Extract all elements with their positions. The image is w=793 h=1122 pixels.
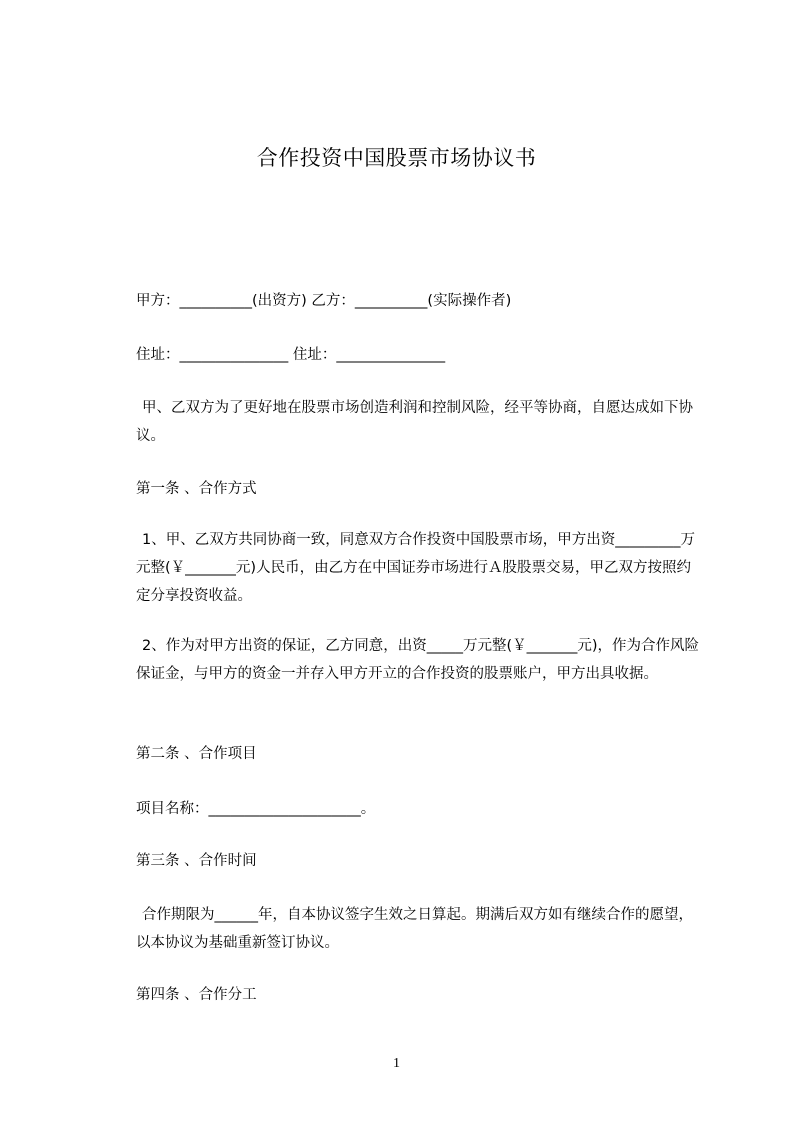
document-title: 合作投资中国股票市场协议书 xyxy=(256,146,537,170)
article-1-clause-1: 1、甲、乙双方共同协商一致，同意双方合作投资中国股票市场，甲方出资_________万元整(￥_______元)人民币，由乙方在中国证券市场进行Ａ股股票交易，甲乙双方按照约定分享投资收益。 xyxy=(136,532,695,604)
parties-line: 甲方：__________(出资方) 乙方：__________(实际操作者) xyxy=(136,293,512,309)
intro-paragraph: 甲、乙双方为了更好地在股票市场创造利润和控制风险，经平等协商，自愿达成如下协议。 xyxy=(136,400,693,444)
article-3-heading: 第三条 、合作时间 xyxy=(136,853,257,869)
article-3-paragraph: 合作期限为______年，自本协议签字生效之日算起。期满后双方如有继续合作的愿望，以本协议为基础重新签订协议。 xyxy=(136,907,693,951)
article-2-heading: 第二条 、合作项目 xyxy=(136,746,257,762)
article-4-heading: 第四条 、合作分工 xyxy=(136,987,257,1003)
project-name-line: 项目名称：_____________________。 xyxy=(136,801,376,817)
article-1-heading: 第一条 、合作方式 xyxy=(136,481,257,497)
address-line: 住址：_______________ 住址：_______________ xyxy=(136,347,446,363)
article-1-clause-2: 2、作为对甲方出资的保证，乙方同意，出资_____万元整(￥_______元)，作为合作风险保证金，与甲方的资金一并存入甲方开立的合作投资的股票账户，甲方出具收据。 xyxy=(136,638,700,682)
page-number: 1 xyxy=(393,1056,400,1071)
